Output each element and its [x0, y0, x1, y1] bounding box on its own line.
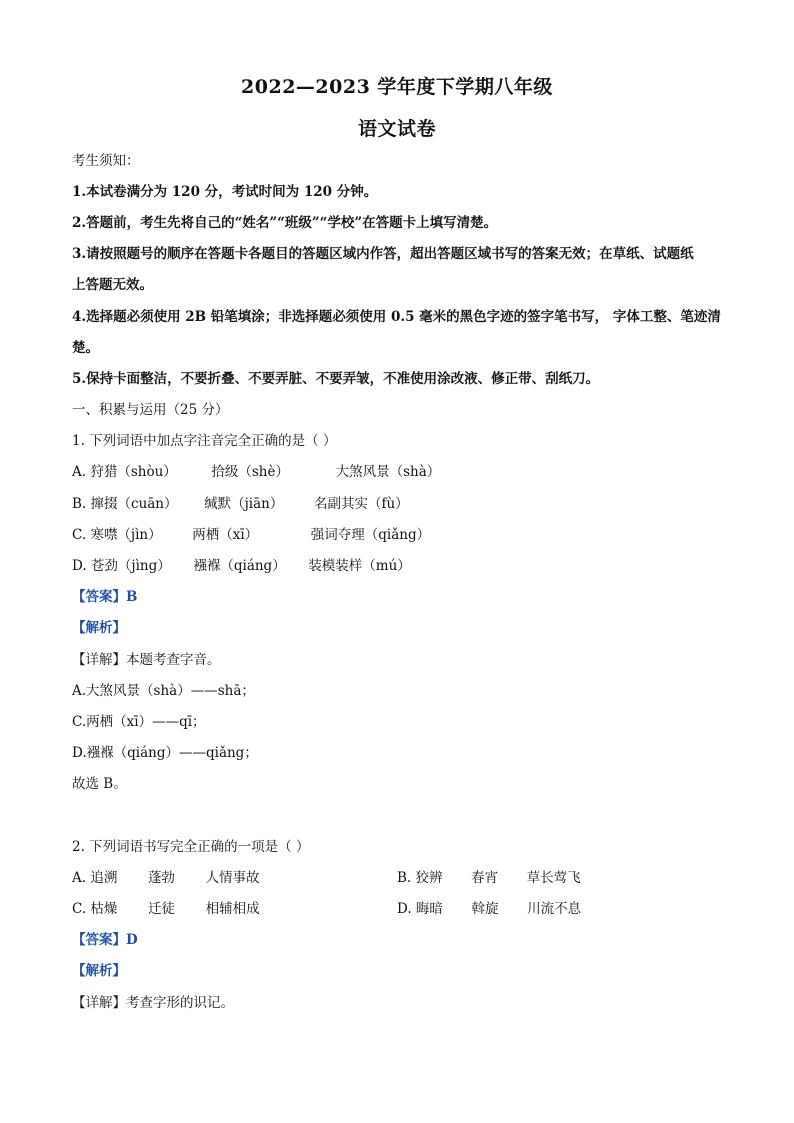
- option-text: 拾级（shè）: [211, 464, 289, 480]
- option-text: A. 追溯: [72, 870, 118, 886]
- notice-item-4: 4.选择题必须使用 2B 铅笔填涂；非选择题必须使用 0.5 毫米的黑色字迹的签字笔书写， 字体工整、笔迹清: [72, 309, 721, 325]
- option-text: 大煞风景（shà）: [335, 464, 441, 480]
- option-text: C. 寒噤（jìn）: [72, 527, 162, 543]
- option-text: 名副其实（fù）: [313, 496, 409, 512]
- question-1-analysis: 【解析】: [72, 620, 126, 636]
- option-text: 春宵: [471, 870, 499, 886]
- option-text: B. 狡辨: [397, 870, 443, 886]
- page-subtitle: 语文试卷: [357, 118, 436, 140]
- question-2-analysis: 【解析】: [72, 963, 126, 979]
- option-text: 两栖（xī）: [192, 527, 259, 543]
- notice-item-2: 2.答题前，考生先将自己的“姓名”“班级”“学校”在答题卡上填写清楚。: [72, 215, 498, 231]
- option-text: 蓬勃: [147, 870, 175, 886]
- notice-item-3: 3.请按照题号的顺序在答题卡各题目的答题区域内作答，超出答题区域书写的答案无效；在草纸、试题纸: [72, 246, 694, 262]
- option-text: 人情事故: [205, 870, 260, 886]
- question-1-option-b: [72, 495, 409, 513]
- question-1-explanation-d: D.襁褓（qiáng）——qiǎng；: [72, 745, 258, 761]
- question-2-option-b: [397, 869, 581, 887]
- question-1-stem: 1. 下列词语中加点字注音完全正确的是（ ）: [72, 433, 337, 449]
- question-2-option-d: [397, 900, 581, 918]
- question-1-explanation-a: A.大煞风景（shà）——shā；: [72, 683, 255, 699]
- question-1-answer: 【答案】B: [72, 589, 138, 605]
- question-2-option-c: [72, 900, 260, 918]
- question-1-option-a: [72, 463, 440, 481]
- section-heading: 一、积累与运用（25 分）: [72, 402, 229, 418]
- notice-item-3-cont: 上答题无效。: [72, 277, 153, 293]
- option-text: 相辅相成: [205, 901, 260, 917]
- notice-item-1: 1.本试卷满分为 120 分，考试时间为 120 分钟。: [72, 184, 378, 200]
- question-2-stem: 2. 下列词语书写完全正确的一项是（ ）: [72, 839, 310, 855]
- page-title: 2022—2023 学年度下学期八年级: [241, 76, 553, 98]
- notice-item-4-cont: 楚。: [72, 340, 99, 356]
- notice-heading: 考生须知：: [72, 153, 140, 169]
- option-text: C. 枯燥: [72, 901, 118, 917]
- question-2-answer: 【答案】D: [72, 932, 138, 948]
- option-text: 强词夺理（qiǎng）: [310, 527, 431, 543]
- option-text: 装模装样（mú）: [308, 558, 411, 574]
- question-1-detail: 【详解】本题考查字音。: [72, 652, 221, 668]
- option-text: 迁徒: [148, 901, 176, 917]
- question-1-explanation-c: C.两栖（xī）——qī；: [72, 714, 206, 730]
- question-1-option-c: [72, 526, 430, 544]
- option-text: D. 苍劲（jìng）: [72, 558, 171, 574]
- question-2-detail: 【详解】考查字形的识记。: [72, 995, 234, 1011]
- option-text: 斡旋: [471, 901, 499, 917]
- option-text: 襁褓（qiáng）: [193, 558, 286, 574]
- question-1-conclusion: 故选 B。: [72, 776, 127, 792]
- option-text: 川流不息: [527, 901, 582, 917]
- option-text: D. 晦暗: [397, 901, 443, 917]
- notice-item-5: 5.保持卡面整洁，不要折叠、不要弄脏、不要弄皱，不准使用涂改液、修正带、刮纸刀。: [72, 371, 600, 387]
- question-1-option-d: [72, 557, 411, 575]
- option-text: B. 撺掇（cuān）: [72, 496, 178, 512]
- option-text: 草长莺飞: [526, 870, 581, 886]
- option-text: 缄默（jiān）: [204, 496, 284, 512]
- question-2-option-a: [72, 869, 260, 887]
- option-text: A. 狩猎（shòu）: [72, 464, 177, 480]
